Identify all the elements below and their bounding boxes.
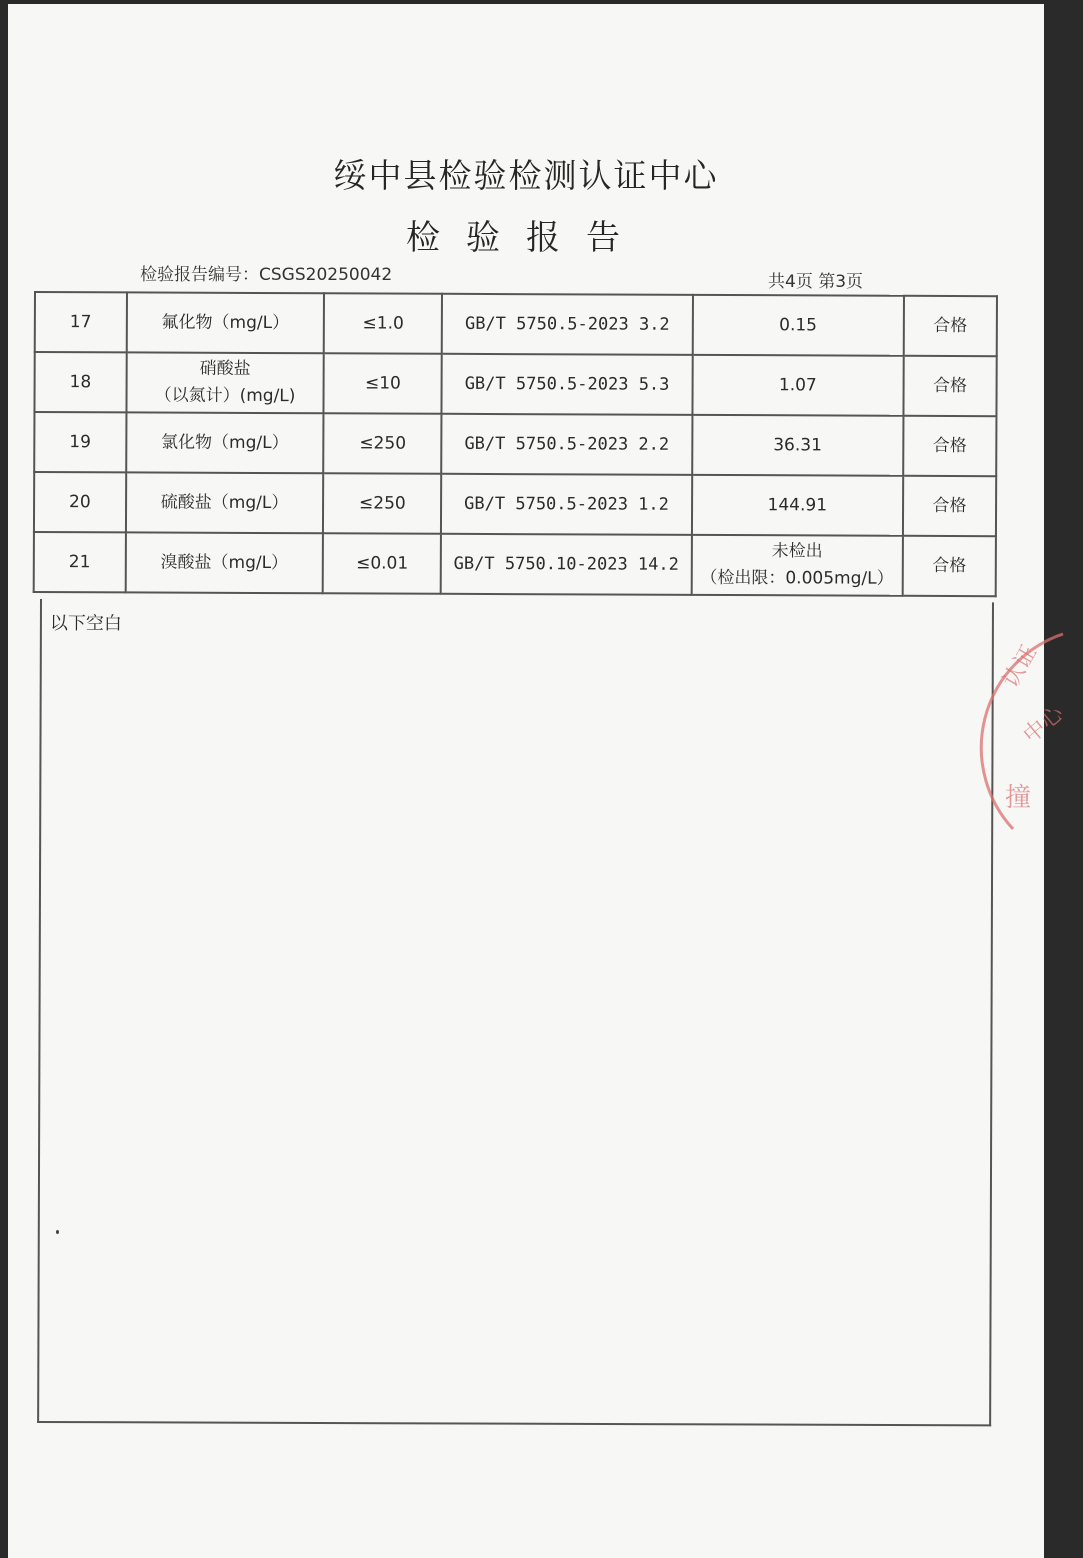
- row-number-cell: 20: [34, 472, 126, 532]
- test-method-cell: GB/T 5750.5-2023 5.3: [442, 354, 693, 415]
- table-row: [34, 412, 996, 476]
- svg-text:认证: 认证: [998, 641, 1043, 692]
- table-row: [34, 472, 996, 536]
- table-row: [35, 292, 997, 356]
- test-result-cell: 未检出 （检出限：0.005mg/L）: [691, 535, 902, 596]
- judgement-cell: 合格: [903, 416, 996, 476]
- test-result-cell: 0.15: [692, 295, 903, 356]
- test-item-cell: 氟化物（mg/L）: [126, 292, 324, 353]
- results-table-body: [34, 292, 997, 596]
- test-method-cell: GB/T 5750.10-2023 14.2: [441, 534, 692, 595]
- results-table: [33, 291, 998, 597]
- row-number-cell: 17: [35, 292, 127, 352]
- page-info: 共4页 第3页: [768, 272, 864, 292]
- svg-text:撞: 撞: [1005, 783, 1032, 813]
- table-row: [34, 532, 996, 596]
- test-result-cell: 144.91: [692, 475, 903, 536]
- test-method-cell: GB/T 5750.5-2023 1.2: [441, 474, 692, 535]
- test-item-cell: 溴酸盐（mg/L）: [125, 532, 323, 593]
- judgement-cell: 合格: [903, 536, 996, 596]
- test-item-cell: 硫酸盐（mg/L）: [126, 472, 324, 533]
- test-result-cell: 36.31: [692, 415, 903, 476]
- row-number-cell: 18: [34, 352, 126, 412]
- standard-limit-cell: ≤250: [323, 473, 441, 534]
- test-item-cell: 硝酸盐 （以氮计）(mg/L): [126, 352, 324, 413]
- standard-limit-cell: ≤250: [324, 413, 442, 474]
- org-title: 绥中县检验检测认证中心: [333, 156, 719, 195]
- judgement-cell: 合格: [904, 296, 997, 356]
- seal-stamp: [993, 614, 1083, 844]
- doc-title: 检验报告: [406, 218, 646, 258]
- row-number-cell: 19: [34, 412, 126, 472]
- scan-speck: [56, 1230, 59, 1234]
- judgement-cell: 合格: [903, 476, 996, 536]
- test-result-cell: 1.07: [692, 355, 903, 416]
- blank-area: [37, 599, 994, 1426]
- blank-note: 以下空白: [49, 613, 122, 635]
- svg-text:中心: 中心: [1018, 701, 1069, 749]
- report-page: [8, 4, 1069, 1558]
- standard-limit-cell: ≤1.0: [324, 293, 442, 354]
- report-number: 检验报告编号：CSGS20250042: [140, 265, 393, 285]
- table-row: [34, 352, 996, 416]
- row-number-cell: 21: [34, 532, 126, 592]
- standard-limit-cell: ≤10: [324, 353, 442, 414]
- test-method-cell: GB/T 5750.5-2023 2.2: [442, 414, 693, 475]
- judgement-cell: 合格: [903, 356, 996, 416]
- test-item-cell: 氯化物（mg/L）: [126, 412, 324, 473]
- test-method-cell: GB/T 5750.5-2023 3.2: [442, 294, 693, 355]
- standard-limit-cell: ≤0.01: [323, 533, 441, 594]
